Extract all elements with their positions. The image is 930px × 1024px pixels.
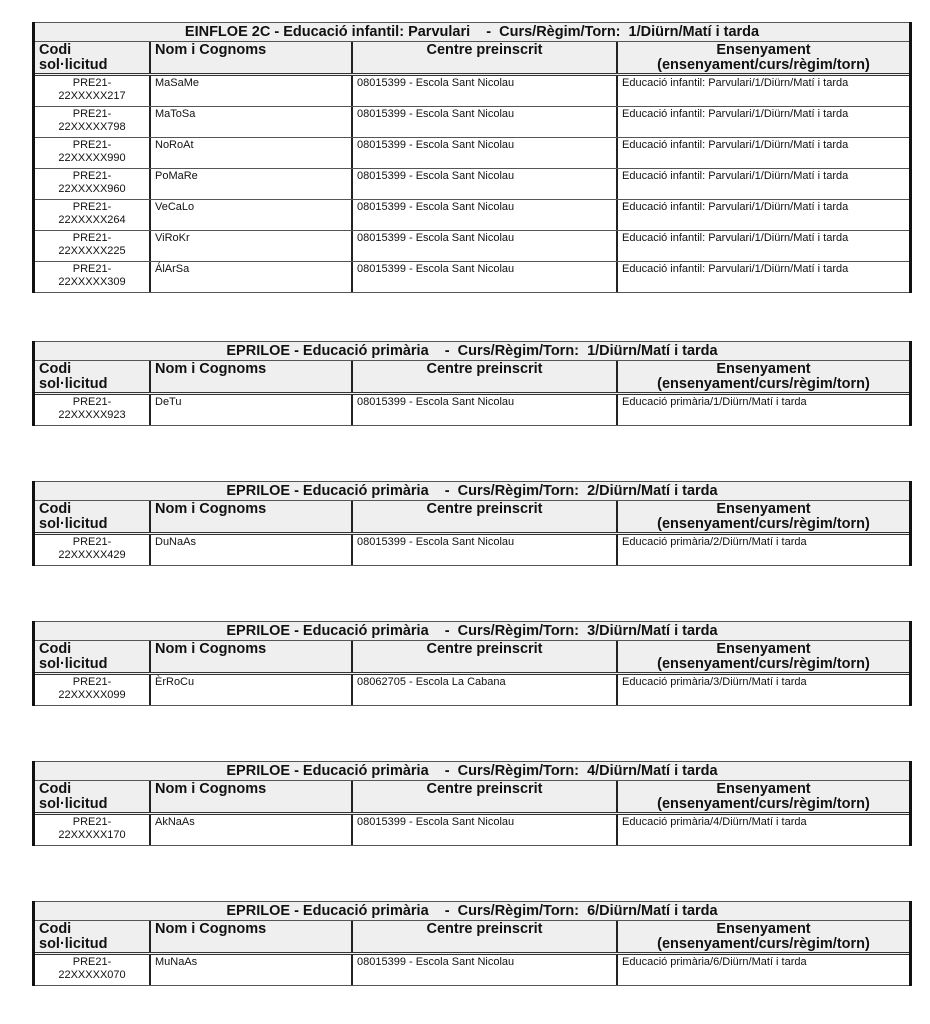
header-codi-line1: Codi — [39, 501, 72, 517]
cell-codi — [35, 169, 151, 199]
cell-ensenyament: Educació primària/3/Diürn/Matí i tarda — [622, 676, 807, 688]
header-codi-line1: Codi — [39, 781, 72, 797]
header-ens-line2: (ensenyament/curs/règim/torn) — [657, 376, 870, 392]
header-nom: Nom i Cognoms — [151, 501, 353, 532]
table-title: EPRILOE - Educació primària - Curs/Règim/Torn: 2/Diürn/Matí i tarda — [35, 481, 909, 501]
header-centre: Centre preinscrit — [353, 781, 618, 812]
header-ens-line2: (ensenyament/curs/règim/torn) — [657, 656, 870, 672]
enrollment-table — [32, 22, 912, 293]
table-title: EINFLOE 2C - Educació infantil: Parvulari - Curs/Règim/Torn: 1/Diürn/Matí i tarda — [35, 22, 909, 42]
codi-line1: PRE21- — [72, 396, 112, 408]
codi-line2: 22XXXXX429 — [58, 549, 126, 561]
header-codi — [35, 781, 151, 812]
table-row — [35, 535, 909, 566]
cell-ensenyament: Educació primària/6/Diürn/Matí i tarda — [622, 956, 807, 968]
header-codi-line2: sol·licitud — [39, 656, 108, 672]
cell-codi — [35, 955, 151, 985]
codi-line2: 22XXXXX264 — [58, 214, 126, 226]
codi-line2: 22XXXXX170 — [58, 829, 126, 841]
cell-ensenyament: Educació infantil: Parvulari/1/Diürn/Matí i tarda — [622, 170, 849, 182]
header-codi-line1: Codi — [39, 921, 72, 937]
cell-nom: VeCaLo — [151, 200, 353, 230]
cell-nom: NoRoAt — [151, 138, 353, 168]
table-header-row — [35, 501, 909, 535]
cell-centre: 08015399 - Escola Sant Nicolau — [353, 169, 618, 199]
cell-ensenyament: Educació infantil: Parvulari/1/Diürn/Matí i tarda — [622, 139, 849, 151]
cell-ensenyament: Educació infantil: Parvulari/1/Diürn/Matí i tarda — [622, 77, 849, 89]
header-nom: Nom i Cognoms — [151, 361, 353, 392]
table-header-row — [35, 921, 909, 955]
header-nom: Nom i Cognoms — [151, 921, 353, 952]
header-codi-line2: sol·licitud — [39, 936, 108, 952]
codi-line2: 22XXXXX070 — [58, 969, 126, 981]
table-row — [35, 231, 909, 262]
cell-centre: 08015399 - Escola Sant Nicolau — [353, 138, 618, 168]
header-codi — [35, 42, 151, 73]
cell-nom: MuNaAs — [151, 955, 353, 985]
cell-nom: ViRoKr — [151, 231, 353, 261]
cell-codi — [35, 231, 151, 261]
header-ens-line2: (ensenyament/curs/règim/torn) — [657, 57, 870, 73]
cell-ensenyament: Educació infantil: Parvulari/1/Diürn/Matí i tarda — [622, 263, 849, 275]
codi-line1: PRE21- — [72, 77, 112, 89]
table-row — [35, 955, 909, 986]
header-codi-line1: Codi — [39, 42, 72, 58]
header-ensenyament — [618, 641, 909, 672]
cell-codi — [35, 535, 151, 565]
header-codi-line2: sol·licitud — [39, 57, 108, 73]
cell-centre: 08015399 - Escola Sant Nicolau — [353, 231, 618, 261]
header-ens-line1: Ensenyament — [716, 501, 811, 517]
table-title: EPRILOE - Educació primària - Curs/Règim/Torn: 4/Diürn/Matí i tarda — [35, 761, 909, 781]
cell-nom: ÈrRoCu — [151, 675, 353, 705]
header-ens-line1: Ensenyament — [716, 42, 811, 58]
codi-line1: PRE21- — [72, 201, 112, 213]
codi-line1: PRE21- — [72, 816, 112, 828]
header-codi — [35, 921, 151, 952]
table-title: EPRILOE - Educació primària - Curs/Règim/Torn: 1/Diürn/Matí i tarda — [35, 341, 909, 361]
cell-ensenyament: Educació infantil: Parvulari/1/Diürn/Matí i tarda — [622, 201, 849, 213]
table-title: EPRILOE - Educació primària - Curs/Règim/Torn: 6/Diürn/Matí i tarda — [35, 901, 909, 921]
codi-line2: 22XXXXX960 — [58, 183, 126, 195]
header-ensenyament — [618, 781, 909, 812]
header-ens-line1: Ensenyament — [716, 361, 811, 377]
cell-centre: 08062705 - Escola La Cabana — [353, 675, 618, 705]
codi-line1: PRE21- — [72, 956, 112, 968]
codi-line2: 22XXXXX923 — [58, 409, 126, 421]
header-codi — [35, 501, 151, 532]
cell-centre: 08015399 - Escola Sant Nicolau — [353, 76, 618, 106]
enrollment-table — [32, 481, 912, 566]
table-row — [35, 815, 909, 846]
cell-nom: MaToSa — [151, 107, 353, 137]
header-codi-line1: Codi — [39, 641, 72, 657]
cell-ensenyament: Educació infantil: Parvulari/1/Diürn/Matí i tarda — [622, 108, 849, 120]
header-nom: Nom i Cognoms — [151, 641, 353, 672]
cell-centre: 08015399 - Escola Sant Nicolau — [353, 262, 618, 292]
table-row — [35, 107, 909, 138]
cell-nom: DeTu — [151, 395, 353, 425]
enrollment-table — [32, 761, 912, 846]
cell-ensenyament: Educació primària/2/Diürn/Matí i tarda — [622, 536, 807, 548]
header-ensenyament — [618, 42, 909, 73]
codi-line1: PRE21- — [72, 170, 112, 182]
table-header-row — [35, 781, 909, 815]
codi-line1: PRE21- — [72, 232, 112, 244]
cell-codi — [35, 675, 151, 705]
table-header-row — [35, 42, 909, 76]
cell-ensenyament: Educació primària/1/Diürn/Matí i tarda — [622, 396, 807, 408]
header-ens-line1: Ensenyament — [716, 781, 811, 797]
table-header-row — [35, 641, 909, 675]
codi-line2: 22XXXXX309 — [58, 276, 126, 288]
cell-codi — [35, 138, 151, 168]
cell-centre: 08015399 - Escola Sant Nicolau — [353, 107, 618, 137]
header-nom: Nom i Cognoms — [151, 42, 353, 73]
codi-line1: PRE21- — [72, 536, 112, 548]
codi-line1: PRE21- — [72, 676, 112, 688]
table-row — [35, 76, 909, 107]
cell-ensenyament: Educació primària/4/Diürn/Matí i tarda — [622, 816, 807, 828]
cell-nom: AkNaAs — [151, 815, 353, 845]
table-row — [35, 262, 909, 293]
header-nom: Nom i Cognoms — [151, 781, 353, 812]
cell-ensenyament: Educació infantil: Parvulari/1/Diürn/Matí i tarda — [622, 232, 849, 244]
cell-codi — [35, 395, 151, 425]
codi-line1: PRE21- — [72, 139, 112, 151]
cell-nom: PoMaRe — [151, 169, 353, 199]
header-codi — [35, 361, 151, 392]
cell-centre: 08015399 - Escola Sant Nicolau — [353, 395, 618, 425]
cell-nom: ÁlArSa — [151, 262, 353, 292]
cell-codi — [35, 262, 151, 292]
cell-codi — [35, 76, 151, 106]
header-ensenyament — [618, 361, 909, 392]
header-codi-line2: sol·licitud — [39, 796, 108, 812]
cell-codi — [35, 815, 151, 845]
header-ens-line2: (ensenyament/curs/règim/torn) — [657, 936, 870, 952]
cell-centre: 08015399 - Escola Sant Nicolau — [353, 535, 618, 565]
header-ensenyament — [618, 921, 909, 952]
codi-line2: 22XXXXX217 — [58, 90, 126, 102]
header-centre: Centre preinscrit — [353, 42, 618, 73]
header-centre: Centre preinscrit — [353, 641, 618, 672]
codi-line2: 22XXXXX990 — [58, 152, 126, 164]
enrollment-table — [32, 621, 912, 706]
table-header-row — [35, 361, 909, 395]
header-ens-line1: Ensenyament — [716, 641, 811, 657]
cell-codi — [35, 107, 151, 137]
cell-centre: 08015399 - Escola Sant Nicolau — [353, 955, 618, 985]
cell-centre: 08015399 - Escola Sant Nicolau — [353, 815, 618, 845]
table-row — [35, 169, 909, 200]
header-centre: Centre preinscrit — [353, 361, 618, 392]
table-row — [35, 675, 909, 706]
enrollment-table — [32, 901, 912, 986]
header-codi — [35, 641, 151, 672]
header-ens-line2: (ensenyament/curs/règim/torn) — [657, 796, 870, 812]
header-ensenyament — [618, 501, 909, 532]
codi-line1: PRE21- — [72, 108, 112, 120]
codi-line2: 22XXXXX798 — [58, 121, 126, 133]
cell-nom: MaSaMe — [151, 76, 353, 106]
header-centre: Centre preinscrit — [353, 921, 618, 952]
cell-centre: 08015399 - Escola Sant Nicolau — [353, 200, 618, 230]
codi-line1: PRE21- — [72, 263, 112, 275]
header-ens-line1: Ensenyament — [716, 921, 811, 937]
cell-codi — [35, 200, 151, 230]
header-ens-line2: (ensenyament/curs/règim/torn) — [657, 516, 870, 532]
header-codi-line2: sol·licitud — [39, 516, 108, 532]
table-row — [35, 200, 909, 231]
table-title: EPRILOE - Educació primària - Curs/Règim/Torn: 3/Diürn/Matí i tarda — [35, 621, 909, 641]
header-codi-line2: sol·licitud — [39, 376, 108, 392]
table-row — [35, 138, 909, 169]
enrollment-table — [32, 341, 912, 426]
table-row — [35, 395, 909, 426]
codi-line2: 22XXXXX225 — [58, 245, 126, 257]
codi-line2: 22XXXXX099 — [58, 689, 126, 701]
header-centre: Centre preinscrit — [353, 501, 618, 532]
header-codi-line1: Codi — [39, 361, 72, 377]
cell-nom: DuNaAs — [151, 535, 353, 565]
